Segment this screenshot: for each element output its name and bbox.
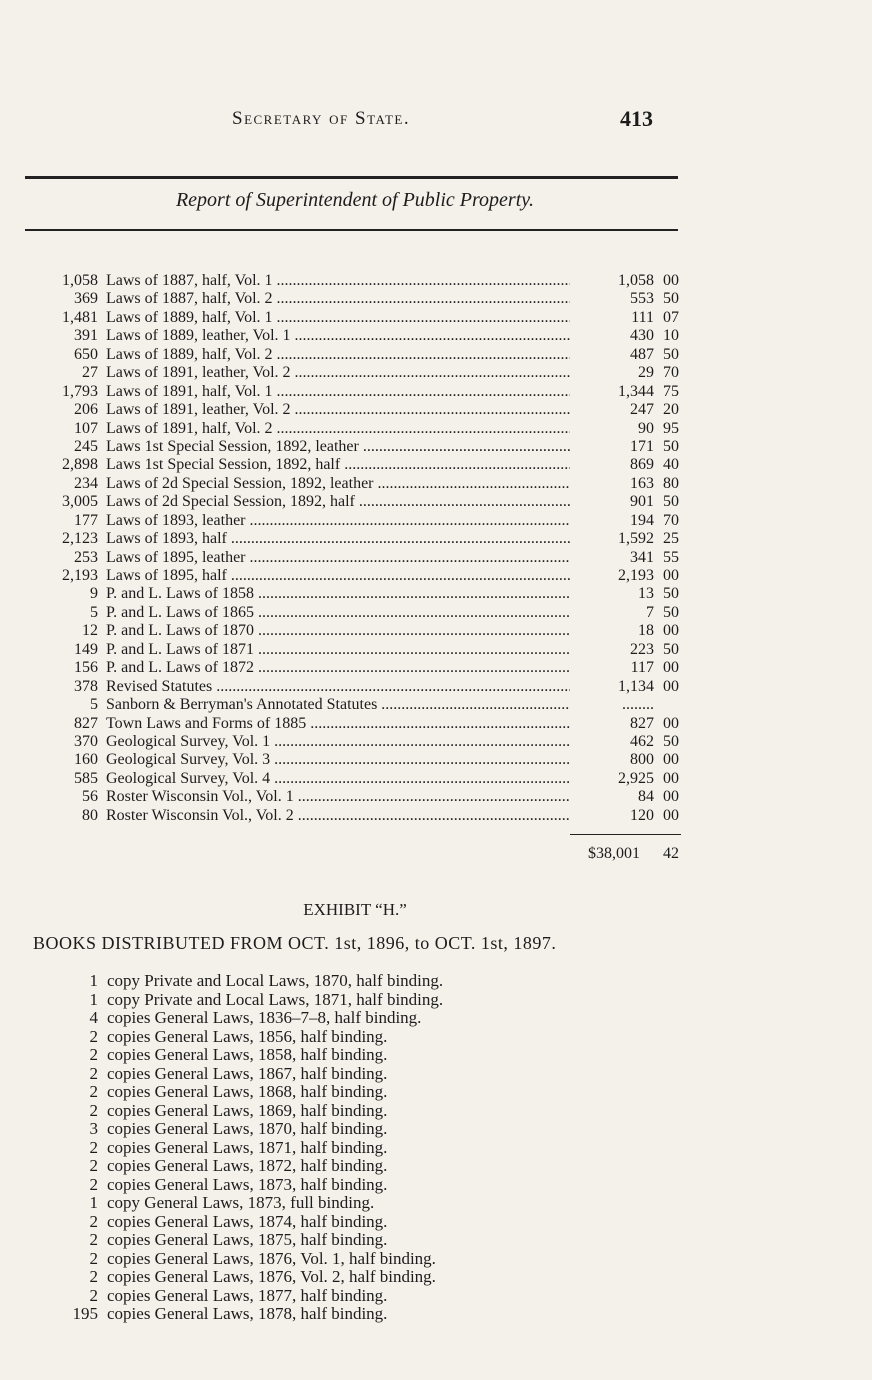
cents-cell: 20 [663, 401, 679, 419]
dollars-cell: 247 [630, 401, 654, 419]
book-description: copies General Laws, 1876, Vol. 2, half binding. [107, 1267, 436, 1286]
description-cell: Sanborn & Berryman's Annotated Statutes ..... [106, 696, 570, 714]
quantity-cell: 177 [74, 511, 98, 529]
description-cell: Laws of 1889, half, Vol. 2 ..... [106, 346, 570, 364]
description-cell: Laws of 2d Special Session, 1892, leather ..... [106, 475, 570, 493]
table-row [0, 272, 872, 290]
table-row [0, 807, 872, 825]
copies-count: 2 [89, 1267, 98, 1286]
quantity-cell: 149 [74, 640, 98, 658]
book-description: copy Private and Local Laws, 1871, half binding. [107, 989, 444, 1009]
table-row [0, 512, 872, 530]
cents-cell: 50 [663, 732, 679, 750]
table-row [0, 733, 872, 751]
quantity-cell: 5 [90, 696, 98, 714]
table-row [0, 715, 872, 733]
total-rule [570, 834, 681, 835]
dollars-cell: 163 [630, 474, 654, 492]
list-item [0, 1009, 872, 1028]
exhibit-title: EXHIBIT “H.” [303, 900, 407, 919]
copies-count: 2 [89, 1100, 98, 1120]
cents-cell: 50 [663, 603, 679, 621]
dollars-cell: 1,134 [618, 677, 654, 695]
dollars-cell: 487 [630, 345, 654, 363]
report-subtitle: Report of Superintendent of Public Property. [175, 189, 535, 211]
inventory-table [0, 272, 872, 825]
quantity-cell: 1,481 [62, 308, 98, 326]
dollars-cell: 18 [638, 622, 654, 640]
cents-cell: 00 [663, 659, 679, 677]
copies-count: 1 [89, 1193, 98, 1212]
table-row [0, 364, 872, 382]
description-cell: P. and L. Laws of 1872 ..... [106, 659, 570, 677]
description-cell: P. and L. Laws of 1870 ..... [106, 622, 570, 640]
cents-cell: 07 [663, 308, 679, 326]
list-item [0, 1102, 872, 1121]
list-item [0, 1046, 872, 1065]
quantity-cell: 107 [74, 419, 98, 437]
cents-cell: 50 [663, 345, 679, 363]
table-row [0, 309, 872, 327]
cents-cell: 00 [663, 567, 679, 584]
quantity-cell: 3,005 [62, 493, 98, 511]
quantity-cell: 245 [74, 437, 98, 455]
page-number: 413 [620, 106, 653, 131]
books-distributed-list [0, 972, 872, 1324]
list-item [0, 1287, 872, 1306]
description-cell: Geological Survey, Vol. 3 ..... [106, 751, 570, 769]
book-description: copies General Laws, 1869, half binding. [107, 1100, 388, 1120]
list-item [0, 1176, 872, 1195]
table-row [0, 420, 872, 438]
description-cell: Laws of 1887, half, Vol. 1 ..... [106, 272, 570, 290]
copies-count: 2 [89, 1156, 98, 1175]
table-row [0, 678, 872, 696]
page-header [0, 108, 872, 138]
quantity-cell: 27 [82, 364, 98, 382]
quantity-cell: 9 [90, 585, 98, 603]
description-cell: Laws of 1889, half, Vol. 1 ..... [106, 309, 570, 327]
dollars-cell: 111 [631, 308, 654, 326]
copies-count: 2 [89, 1082, 98, 1101]
list-item [0, 972, 872, 991]
description-cell: Laws 1st Special Session, 1892, leather ..... [106, 438, 570, 456]
cents-cell: 55 [663, 548, 679, 566]
table-row [0, 788, 872, 806]
book-description: copies General Laws, 1876, Vol. 1, half binding. [107, 1248, 436, 1268]
quantity-cell: 1,058 [62, 272, 98, 289]
cents-cell: 00 [663, 714, 679, 732]
book-description: copies General Laws, 1836–7–8, half binding. [107, 1008, 422, 1027]
cents-cell: 95 [663, 419, 679, 437]
bottom-rule [25, 229, 678, 231]
cents-cell: 00 [663, 272, 679, 289]
dollars-cell: 1,344 [618, 382, 654, 400]
description-cell: Roster Wisconsin Vol., Vol. 2 ..... [106, 807, 570, 825]
list-item [0, 1231, 872, 1250]
copies-count: 2 [89, 1063, 98, 1083]
table-row [0, 456, 872, 474]
table-row [0, 493, 872, 511]
quantity-cell: 391 [74, 327, 98, 345]
description-cell: P. and L. Laws of 1865 ..... [106, 604, 570, 622]
dollars-cell: 13 [638, 585, 654, 603]
cents-cell: 25 [663, 530, 679, 548]
list-item [0, 1194, 872, 1213]
dollars-cell: 462 [630, 732, 654, 750]
list-item [0, 1120, 872, 1139]
copies-count: 4 [89, 1008, 98, 1027]
dollars-cell: 194 [630, 511, 654, 529]
description-cell: Laws of 2d Special Session, 1892, half ..... [106, 493, 570, 511]
book-description: copies General Laws, 1874, half binding. [107, 1211, 388, 1231]
description-cell: Laws of 1893, leather ..... [106, 512, 570, 530]
dollars-cell: 117 [630, 659, 654, 677]
book-description: copies General Laws, 1875, half binding. [107, 1230, 388, 1249]
copies-count: 2 [89, 1137, 98, 1157]
cents-cell: 50 [663, 437, 679, 455]
table-row [0, 383, 872, 401]
list-item [0, 991, 872, 1010]
list-item [0, 1065, 872, 1084]
dollars-cell: 341 [630, 548, 654, 566]
cents-cell: 00 [663, 751, 679, 769]
book-description: copies General Laws, 1878, half binding. [107, 1304, 388, 1323]
quantity-cell: 206 [74, 401, 98, 419]
dollars-cell: 90 [638, 419, 654, 437]
description-cell: Geological Survey, Vol. 1 ..... [106, 733, 570, 751]
quantity-cell: 370 [74, 732, 98, 750]
book-description: copy General Laws, 1873, full binding. [107, 1193, 375, 1212]
book-description: copy Private and Local Laws, 1870, half binding. [107, 971, 444, 990]
dollars-cell: 2,193 [618, 567, 654, 584]
copies-count: 2 [89, 1045, 98, 1064]
book-description: copies General Laws, 1873, half binding. [107, 1174, 388, 1194]
description-cell: Laws of 1895, half ..... [106, 567, 570, 585]
quantity-cell: 2,123 [62, 530, 98, 548]
cents-cell: 00 [663, 769, 679, 787]
dollars-cell: 7 [646, 603, 654, 621]
cents-cell: 00 [663, 788, 679, 806]
book-description: copies General Laws, 1867, half binding. [107, 1063, 388, 1083]
quantity-cell: 56 [82, 788, 98, 806]
dollars-cell: 223 [630, 640, 654, 658]
description-cell: Laws of 1891, half, Vol. 1 ..... [106, 383, 570, 401]
total-cents: 42 [663, 845, 679, 862]
list-item [0, 1250, 872, 1269]
list-item [0, 1213, 872, 1232]
cents-cell: 80 [663, 474, 679, 492]
copies-count: 2 [89, 1211, 98, 1231]
list-item [0, 1139, 872, 1158]
cents-cell: 00 [663, 806, 679, 824]
total-dollars: $38,001 [588, 845, 640, 862]
copies-count: 1 [89, 989, 98, 1009]
description-cell: Laws of 1891, leather, Vol. 2 ..... [106, 401, 570, 419]
quantity-cell: 2,193 [62, 567, 98, 584]
dollars-cell: 869 [630, 456, 654, 474]
cents-cell: 00 [663, 622, 679, 640]
dollars-cell: 1,592 [618, 530, 654, 548]
table-row [0, 438, 872, 456]
description-cell: Laws of 1891, leather, Vol. 2 ..... [106, 364, 570, 382]
dollars-cell: 430 [630, 327, 654, 345]
copies-count: 2 [89, 1026, 98, 1046]
quantity-cell: 2,898 [62, 456, 98, 474]
description-cell: Town Laws and Forms of 1885 ..... [106, 715, 570, 733]
list-item [0, 1083, 872, 1102]
copies-count: 3 [89, 1119, 98, 1138]
quantity-cell: 12 [82, 622, 98, 640]
table-row [0, 549, 872, 567]
copies-count: 2 [89, 1285, 98, 1305]
exhibit-heading: BOOKS DISTRIBUTED FROM OCT. 1st, 1896, to OCT. 1st, 1897. [33, 933, 557, 953]
table-row [0, 585, 872, 603]
table-row [0, 659, 872, 677]
cents-cell: 70 [663, 364, 679, 382]
dollars-cell: 827 [630, 714, 654, 732]
quantity-cell: 253 [74, 548, 98, 566]
quantity-cell: 650 [74, 345, 98, 363]
copies-count: 2 [89, 1174, 98, 1194]
dollars-cell: ........ [622, 696, 654, 714]
description-cell: Roster Wisconsin Vol., Vol. 1 ..... [106, 788, 570, 806]
dollars-cell: 2,925 [618, 769, 654, 787]
dollars-cell: 901 [630, 493, 654, 511]
list-item [0, 1157, 872, 1176]
cents-cell: 50 [663, 493, 679, 511]
copies-count: 2 [89, 1230, 98, 1249]
table-row [0, 567, 872, 585]
quantity-cell: 234 [74, 474, 98, 492]
description-cell: Laws of 1889, leather, Vol. 1 ..... [106, 327, 570, 345]
quantity-cell: 378 [74, 677, 98, 695]
quantity-cell: 80 [82, 806, 98, 824]
table-row [0, 401, 872, 419]
table-row [0, 290, 872, 308]
description-cell: Laws of 1887, half, Vol. 2 ..... [106, 290, 570, 308]
cents-cell: 50 [663, 290, 679, 308]
dollars-cell: 29 [638, 364, 654, 382]
table-row [0, 751, 872, 769]
cents-cell: 40 [663, 456, 679, 474]
cents-cell: 70 [663, 511, 679, 529]
quantity-cell: 1,793 [62, 382, 98, 400]
quantity-cell: 827 [74, 714, 98, 732]
book-description: copies General Laws, 1868, half binding. [107, 1082, 388, 1101]
table-row [0, 530, 872, 548]
table-row [0, 604, 872, 622]
table-row [0, 346, 872, 364]
cents-cell: 50 [663, 585, 679, 603]
dollars-cell: 800 [630, 751, 654, 769]
description-cell: Laws of 1893, half ..... [106, 530, 570, 548]
table-row [0, 696, 872, 714]
book-description: copies General Laws, 1870, half binding. [107, 1119, 388, 1138]
description-cell: Geological Survey, Vol. 4 ..... [106, 770, 570, 788]
copies-count: 2 [89, 1248, 98, 1268]
cents-cell: 50 [663, 640, 679, 658]
quantity-cell: 585 [74, 769, 98, 787]
list-item [0, 1268, 872, 1287]
book-description: copies General Laws, 1858, half binding. [107, 1045, 388, 1064]
book-description: copies General Laws, 1871, half binding. [107, 1137, 388, 1157]
running-title: Secretary of State. [232, 108, 411, 129]
dollars-cell: 171 [630, 437, 654, 455]
description-cell: P. and L. Laws of 1858 ..... [106, 585, 570, 603]
cents-cell: 00 [663, 677, 679, 695]
description-cell: Laws 1st Special Session, 1892, half ..... [106, 456, 570, 474]
description-cell: Laws of 1891, half, Vol. 2 ..... [106, 420, 570, 438]
dollars-cell: 84 [638, 788, 654, 806]
copies-count: 195 [72, 1304, 98, 1323]
cents-cell: 10 [663, 327, 679, 345]
list-item [0, 1028, 872, 1047]
dollars-cell: 1,058 [618, 272, 654, 289]
cents-cell: 75 [663, 382, 679, 400]
description-cell: Revised Statutes ..... [106, 678, 570, 696]
table-row [0, 770, 872, 788]
quantity-cell: 160 [74, 751, 98, 769]
quantity-cell: 5 [90, 603, 98, 621]
book-description: copies General Laws, 1856, half binding. [107, 1026, 388, 1046]
table-row [0, 641, 872, 659]
copies-count: 1 [89, 971, 98, 990]
top-rule [25, 176, 678, 179]
quantity-cell: 369 [74, 290, 98, 308]
dollars-cell: 553 [630, 290, 654, 308]
table-row [0, 622, 872, 640]
table-row [0, 327, 872, 345]
book-description: copies General Laws, 1877, half binding. [107, 1285, 388, 1305]
list-item [0, 1305, 872, 1324]
dollars-cell: 120 [630, 806, 654, 824]
book-description: copies General Laws, 1872, half binding. [107, 1156, 388, 1175]
quantity-cell: 156 [74, 659, 98, 677]
description-cell: P. and L. Laws of 1871 ..... [106, 641, 570, 659]
description-cell: Laws of 1895, leather ..... [106, 549, 570, 567]
table-row [0, 475, 872, 493]
